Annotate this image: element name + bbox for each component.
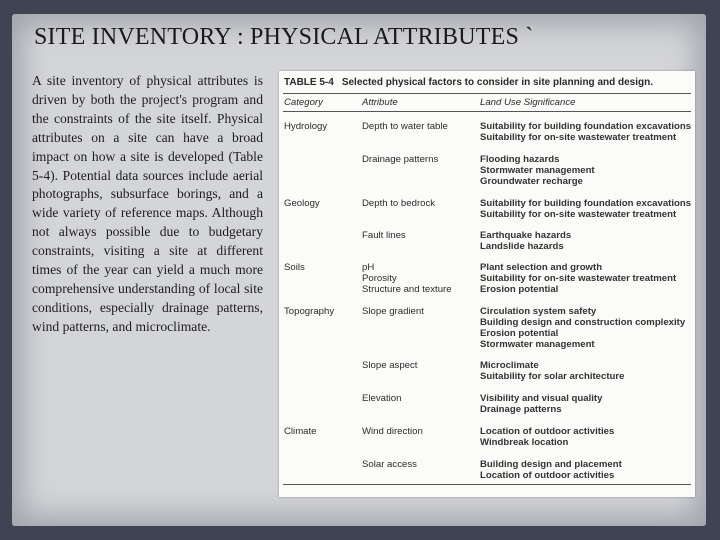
table-cell-significance: Suitability for solar architecture <box>480 371 625 382</box>
table-cell-category: Topography <box>284 306 335 317</box>
table-cell-category: Geology <box>284 198 320 209</box>
table-top-rule <box>283 93 691 94</box>
table-cell-significance: Circulation system safety <box>480 306 597 317</box>
table-number: TABLE 5-4 <box>284 77 334 88</box>
table-cell-significance: Building design and construction complexity <box>480 317 686 328</box>
table-cell-significance: Suitability for on-site wastewater treatment <box>480 132 677 143</box>
slide-title: SITE INVENTORY : PHYSICAL ATTRIBUTES ` <box>34 24 534 50</box>
table-cell-category: Hydrology <box>284 121 328 132</box>
table-cell-significance: Suitability for on-site wastewater treatment <box>480 209 677 220</box>
table-cell-significance: Stormwater management <box>480 339 595 350</box>
table-cell-significance: Microclimate <box>480 360 539 371</box>
table-cell-attribute: Slope gradient <box>362 306 424 317</box>
column-header-category: Category <box>284 97 323 108</box>
table-bottom-rule <box>283 484 691 485</box>
table-cell-significance: Landslide hazards <box>480 241 564 252</box>
table-cell-significance: Location of outdoor activities <box>480 470 615 481</box>
table-cell-attribute: Porosity <box>362 273 397 284</box>
table-cell-significance: Erosion potential <box>480 328 559 339</box>
table-cell-significance: Windbreak location <box>480 437 569 448</box>
table-cell-significance: Erosion potential <box>480 284 559 295</box>
table-cell-attribute: pH <box>362 262 375 273</box>
table-cell-attribute: Depth to bedrock <box>362 198 436 209</box>
table-header-rule <box>283 111 691 112</box>
table-caption <box>284 77 690 92</box>
table-figure <box>279 71 695 497</box>
table-cell-attribute: Fault lines <box>362 230 406 241</box>
table-cell-category: Soils <box>284 262 305 273</box>
table-cell-significance: Earthquake hazards <box>480 230 572 241</box>
column-header-attribute: Attribute <box>362 97 398 108</box>
table-cell-significance: Groundwater recharge <box>480 176 583 187</box>
table-cell-significance: Suitability for building foundation excavations <box>480 198 692 209</box>
table-cell-attribute: Depth to water table <box>362 121 448 132</box>
table-cell-significance: Visibility and visual quality <box>480 393 603 404</box>
table-cell-significance: Stormwater management <box>480 165 595 176</box>
table-cell-attribute: Slope aspect <box>362 360 418 371</box>
table-cell-attribute: Structure and texture <box>362 284 452 295</box>
table-cell-attribute: Elevation <box>362 393 402 404</box>
table-cell-attribute: Solar access <box>362 459 417 470</box>
column-header-significance: Land Use Significance <box>480 97 576 108</box>
table-cell-category: Climate <box>284 426 317 437</box>
table-caption-text: Selected physical factors to consider in site planning and design. <box>341 77 654 88</box>
table-cell-significance: Plant selection and growth <box>480 262 603 273</box>
table-cell-significance: Flooding hazards <box>480 154 560 165</box>
table-cell-attribute: Wind direction <box>362 426 423 437</box>
table-cell-significance: Building design and placement <box>480 459 622 470</box>
table-cell-significance: Location of outdoor activities <box>480 426 615 437</box>
table-cell-significance: Suitability for on-site wastewater treatment <box>480 273 677 284</box>
table-cell-significance: Drainage patterns <box>480 404 562 415</box>
table-cell-attribute: Drainage patterns <box>362 154 439 165</box>
body-paragraph: A site inventory of physical attributes is driven by both the project's program and the constraints of the site itself. Physical attributes on a site can have a broad impact on how a site is developed (Table 5-4). Potential data sources include aerial photographs, subsurface borings, and a wide variety of reference maps. Although not always possible due to budgetary constraints, visiting a site at different times of the year can yield a much more comprehensive understanding of local site conditions, especially drainage patterns, wind patterns, and microclimate. <box>32 73 263 334</box>
table-cell-significance: Suitability for building foundation excavations <box>480 121 692 132</box>
